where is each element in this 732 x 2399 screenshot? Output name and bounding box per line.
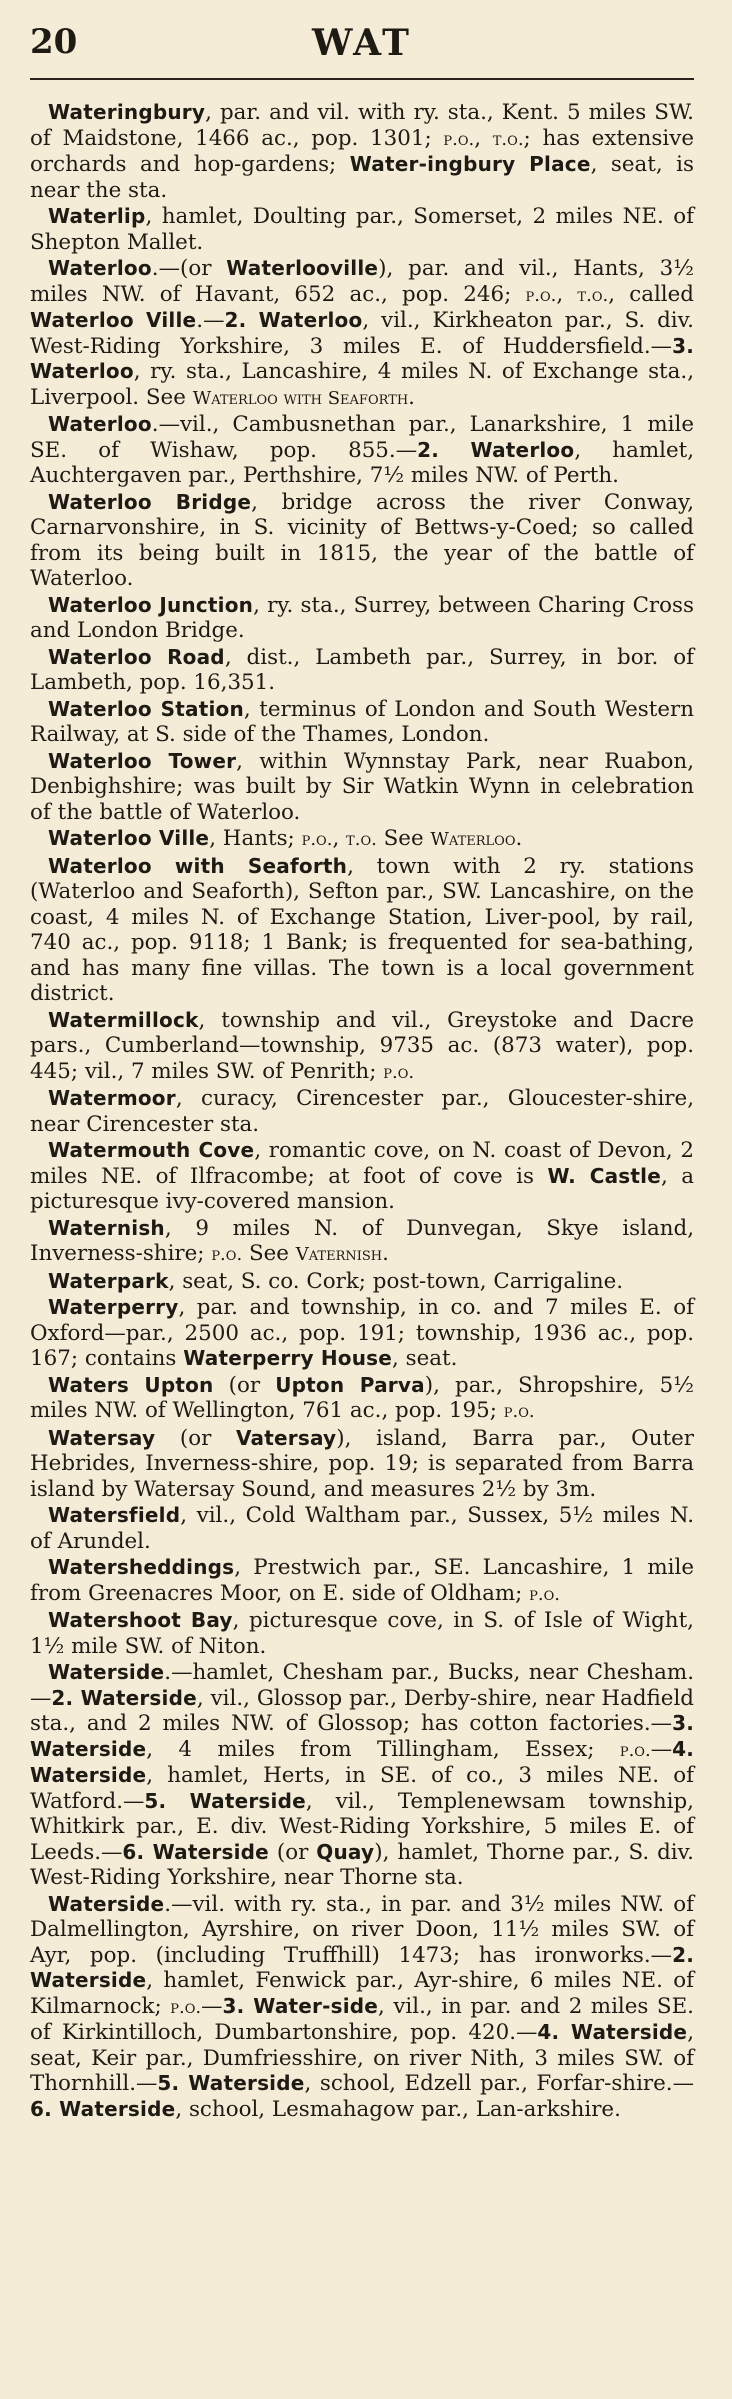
entry-waterpark: Waterpark, seat, S. co. Cork; post-town, Carrigaline. [48, 1268, 624, 1294]
entry-waterloo-tower: Waterloo Tower, within Wynnstay Park, near Ruabon, Denbighshire; was built by Sir Watkin Wynn in celebration of the battle of Waterloo. [30, 748, 694, 825]
entry-list [30, 100, 694, 2122]
entry-waterlip: Waterlip, hamlet, Doulting par., Somerset, 2 miles NE. of Shepton Mallet. [30, 204, 694, 255]
entry-waterloo-bridge: Waterloo Bridge, bridge across the river Conway, Carnarvonshire, in S. vicinity of Bettws-y-Coed; so called from its being built in 1815, the year of the battle of Waterloo. [30, 489, 694, 591]
page-header [30, 0, 694, 80]
entry-watershoot-bay: Watershoot Bay, picturesque cove, in S. of Isle of Wight, 1½ mile SW. of Niton. [30, 1608, 694, 1659]
entry-watersfield: Watersfield, vil., Cold Waltham par., Sussex, 5½ miles N. of Arundel. [30, 1503, 694, 1554]
entry-watermillock: Watermillock, township and vil., Greystoke and Dacre pars., Cumberland—township, 9735 ac. (873 water), pop. 445; vil., 7 miles SW. of Penrith; p.o. [30, 1007, 694, 1084]
entry-waterloo-road: Waterloo Road, dist., Lambeth par., Surrey, in bor. of Lambeth, pop. 16,351. [30, 644, 694, 695]
entry-waterloo-hants: Waterloo.—(or Waterlooville), par. and vil., Hants, 3½ miles NW. of Havant, 652 ac., pop. 246; p.o., t.o., called Waterloo Ville.—2. Waterloo, vil., Kirkheaton par., S. div. West-Riding Yorkshire, 3 miles E. of Huddersfield.—3. Waterloo, ry. sta., Lancashire, 4 miles N. of Exchange sta., Liverpool. See Waterloo with Seaforth. [30, 256, 694, 410]
entry-watersheddings: Watersheddings, Prestwich par., SE. Lancashire, 1 mile from Greenacres Moor, on E. side of Oldham; p.o. [30, 1555, 694, 1606]
entry-waternish: Waternish, 9 miles N. of Dunvegan, Skye island, Inverness-shire; p.o. See Vaternish. [30, 1215, 694, 1266]
entry-waterloo-ville: Waterloo Ville, Hants; p.o., t.o. See Waterloo. [48, 826, 523, 851]
entry-waters-upton: Waters Upton (or Upton Parva), par., Shropshire, 5½ miles NW. of Wellington, 761 ac., pop. 195; p.o. [30, 1372, 694, 1423]
running-head: WAT [312, 22, 412, 64]
entry-waterloo-junction: Waterloo Junction, ry. sta., Surrey, between Charing Cross and London Bridge. [30, 592, 694, 643]
entry-waterside-england: Waterside.—hamlet, Chesham par., Bucks, near Chesham.—2. Waterside, vil., Glossop par., Derby-shire, near Hadfield sta., and 2 miles NW. of Glossop; has cotton factories.—3. Waterside, 4 miles from Tillingham, Essex; p.o.—4. Waterside, hamlet, Herts, in SE. of co., 3 miles NE. of Watford.—5. Waterside, vil., Templenewsam township, Whitkirk par., E. div. West-Riding Yorkshire, 5 miles E. of Leeds.—6. Waterside (or Quay), hamlet, Thorne par., S. div. West-Riding Yorkshire, near Thorne sta. [30, 1660, 694, 1890]
entry-watermoor: Watermoor, curacy, Cirencester par., Gloucester-shire, near Cirencester sta. [30, 1086, 694, 1137]
entry-waterloo-with-seaforth: Waterloo with Seaforth, town with 2 ry. stations (Waterloo and Seaforth), Sefton par., SW. Lancashire, on the coast, 4 miles N. of Exchange Station, Liver-pool, by rail, 740 ac., pop. 9118; 1 Bank; is frequented for sea-bathing, and has many fine villas. The town is a local government district. [30, 853, 694, 1006]
entry-waterside-scotland: Waterside.—vil. with ry. sta., in par. and 3½ miles NW. of Dalmellington, Ayrshire, on river Doon, 11½ miles SW. of Ayr, pop. (including Truffhill) 1473; has ironworks.—2. Waterside, hamlet, Fenwick par., Ayr-shire, 6 miles NE. of Kilmarnock; p.o.—3. Water-side, vil., in par. and 2 miles SE. of Kirkintilloch, Dumbartonshire, pop. 420.—4. Waterside, seat, Keir par., Dumfriesshire, on river Nith, 3 miles SW. of Thornhill.—5. Waterside, school, Edzell par., Forfar-shire.—6. Waterside, school, Lesmahagow par., Lan-arkshire. [30, 1891, 694, 2122]
entry-watermouth-cove: Watermouth Cove, romantic cove, on N. coast of Devon, 2 miles NE. of Ilfracombe; at foot of cove is W. Castle, a picturesque ivy-covered mansion. [30, 1138, 694, 1214]
entry-watersay: Watersay (or Vatersay), island, Barra par., Outer Hebrides, Inverness-shire, pop. 19; is separated from Barra island by Watersay Sound, and measures 2½ by 3m. [30, 1425, 694, 1502]
entry-waterloo-station: Waterloo Station, terminus of London and South Western Railway, at S. side of the Thames, London. [30, 696, 694, 747]
entry-waterloo-lanarkshire: Waterloo.—vil., Cambusnethan par., Lanarkshire, 1 mile SE. of Wishaw, pop. 855.—2. Waterloo, hamlet, Auchtergaven par., Perthshire, 7½ miles NW. of Perth. [30, 412, 694, 488]
entry-wateringbury: Wateringbury, par. and vil. with ry. sta., Kent. 5 miles SW. of Maidstone, 1466 ac., pop. 1301; p.o., t.o.; has extensive orchards and hop-gardens; Water-ingbury Place, seat, is near the sta. [30, 100, 694, 203]
page-number: 20 [30, 22, 78, 62]
entry-waterperry: Waterperry, par. and township, in co. and 7 miles E. of Oxford—par., 2500 ac., pop. 191; township, 1936 ac., pop. 167; contains Waterperry House, seat. [30, 1295, 694, 1371]
